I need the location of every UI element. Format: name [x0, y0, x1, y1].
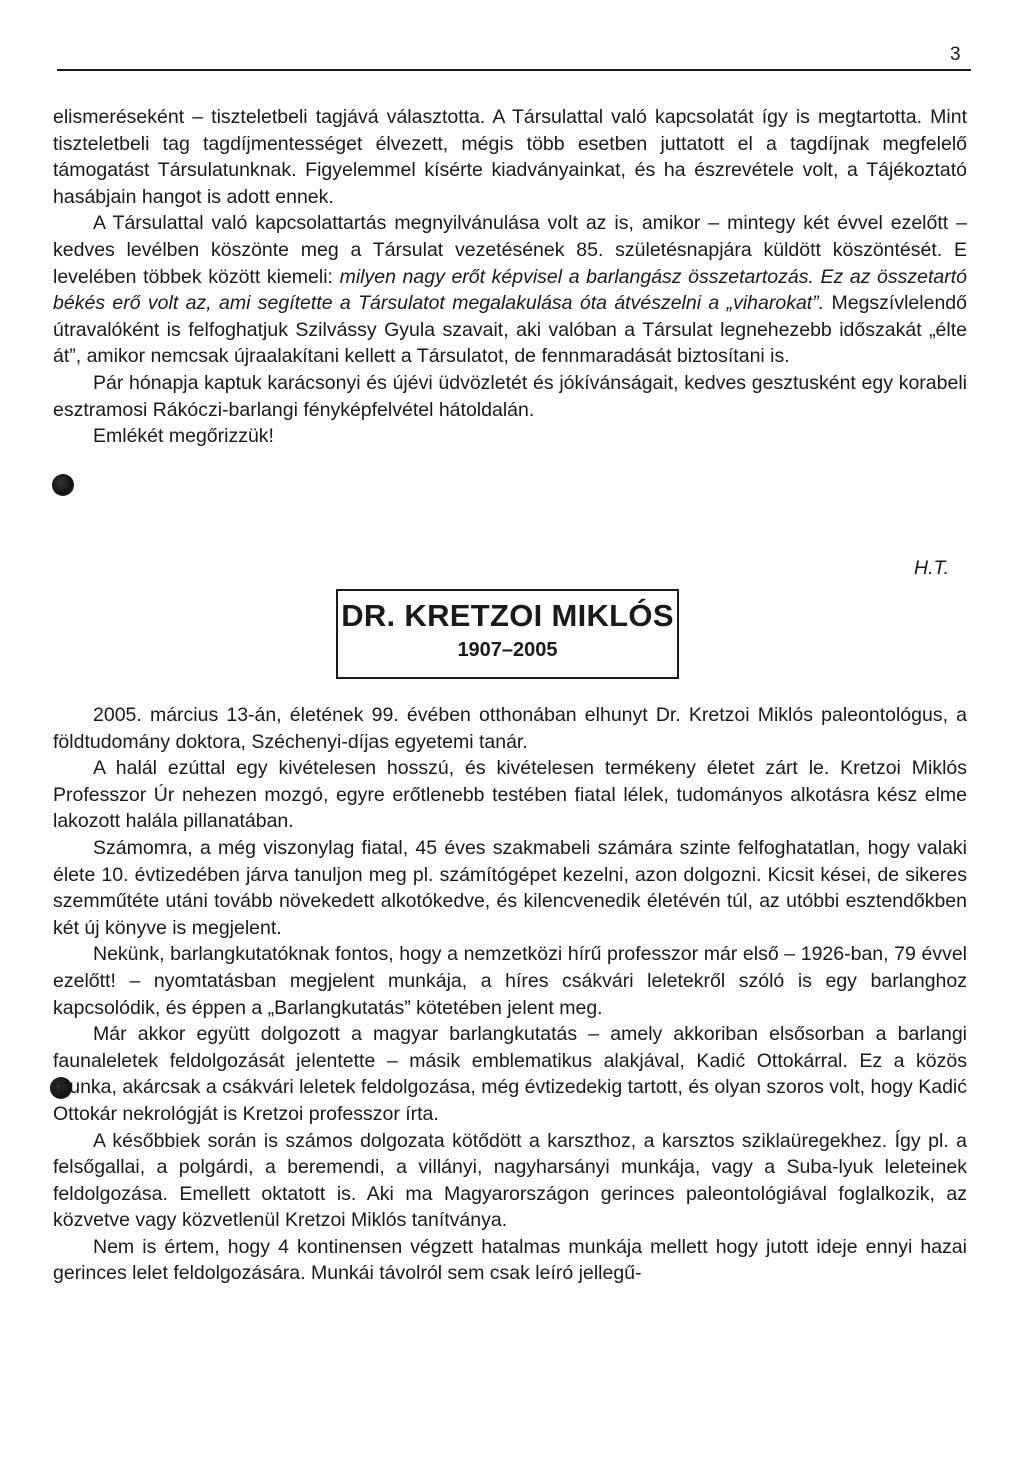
paragraph: Emlékét megőrizzük!	[93, 425, 274, 448]
punch-hole-mark	[52, 474, 74, 496]
paragraph	[53, 210, 967, 370]
paragraph: Nekünk, barlangkutatóknak fontos, hogy a nemzetközi hírű professzor már első – 1926-ban, 79 évvel ezelőtt! – nyomtatásban megjelent munkája, a híres csákvári leletekről szóló is egy barlanghoz kapcsolódik, és éppen a „Barlangkutatás” kötetében jelent meg.	[53, 943, 967, 1019]
header-rule	[57, 69, 971, 71]
paragraph: A későbbiek során is számos dolgozata kötődött a karszthoz, a karsztos sziklaüregekhez. Így pl. a felsőgallai, a polgárdi, a beremendi, a villányi, nagyharsányi munkája, vagy a Suba-lyuk leleteinek feldolgozása. Emellett oktatott is. Aki ma Magyarországon gerinces paleontológiával foglalkozik, az közvetve vagy közvetlenül Kretzoi Miklós tanítványa.	[53, 1129, 967, 1232]
paragraph: Pár hónapja kaptuk karácsonyi és újévi üdvözletét és jókívánságait, kedves gesztusként egy korabeli esztramosi Rákóczi-barlangi fényképfelvétel hátoldalán.	[53, 371, 967, 421]
previous-article-end	[53, 104, 967, 450]
paragraph: elismeréseként – tiszteletbeli tagjává választotta. A Társulattal való kapcsolatát így is megtartotta. Mint tiszteletbeli tag tagdíjmentességet élvezett, mégis több esetben juttatott el a tagdíjnak megfelelő támogatást Társulatunknak. Figyelemmel kísérte kiadványainkat, és ha észrevétele volt, a Tájékoztató hasábjain hangot is adott ennek.	[53, 106, 967, 208]
obituary-title-box	[336, 589, 679, 679]
paragraph-text: Megszívlelendő útravalóként is felfoghatjuk Szilvássy Gyula szavait, aki valóban a Társulat legnehezebb időszakát „élte át”, amikor nemcsak újraalakítani kellett a Társulatot, de fennmaradását biztosítani is.	[53, 292, 967, 368]
author-signature: H.T.	[914, 557, 950, 579]
paragraph: Nem is értem, hogy 4 kontinensen végzett hatalmas munkája mellett hogy jutott ideje ennyi hazai gerinces lelet feldolgozására. Munkái távolról sem csak leíró jellegű-	[53, 1235, 967, 1285]
obituary-years: 1907–2005	[457, 639, 558, 661]
obituary-name: DR. KRETZOI MIKLÓS	[341, 598, 674, 633]
paragraph-text: A Társulattal való kapcsolattartás megnyilvánulása volt az is, amikor – mintegy két évvel ezelőtt – kedves levélben köszönte meg a Társulat vezetésének 85. születésnapjára küldött köszöntését. E levelében többek között kiemeli:	[53, 212, 967, 288]
paragraph: Számomra, a még viszonylag fiatal, 45 éves szakmabeli számára szinte felfoghatatlan, hogy valaki élete 10. évtizedében járva tanuljon meg pl. számítógépet kezelni, azon dolgozni. Kicsit kései, de sikeres szemműtéte utáni tovább növekedett alkotókedve, és kilencvenedik életévén túl, az utóbbi esztendőkben két új könyve is megjelent.	[53, 836, 967, 939]
paragraph: 2005. március 13-án, életének 99. évében otthonában elhunyt Dr. Kretzoi Miklós paleontológus, a földtudomány doktora, Széchenyi-díjas egyetemi tanár.	[53, 704, 967, 753]
paragraph: A halál ezúttal egy kivételesen hosszú, és kivételesen termékeny életet zárt le. Kretzoi Miklós Professzor Úr nehezen mozgó, egyre erőtlenebb testében fiatal lélek, tudományos alkotásra kész elme lakozott halála pillanatában.	[53, 757, 967, 833]
paragraph: Már akkor együtt dolgozott a magyar barlangkutatás – amely akkoriban elsősorban a barlangi faunaleletek feldolgozását jelentette – másik emblematikus alakjával, Kadić Ottokárral. Ez a közös munka, akárcsak a csákvári leletek feldolgozása, még évtizedekig tartott, és olyan szoros volt, hogy Kadić Ottokár nekrológját is Kretzoi professzor írta.	[53, 1023, 967, 1125]
letter-quote: milyen nagy erőt képvisel a barlangász összetartozás. Ez az összetartó békés erő volt az, ami segítette a Társulatot megalakulása óta átvészelni a „viharokat”.	[53, 265, 968, 315]
page-number: 3	[950, 44, 961, 65]
obituary-body	[53, 702, 967, 1287]
